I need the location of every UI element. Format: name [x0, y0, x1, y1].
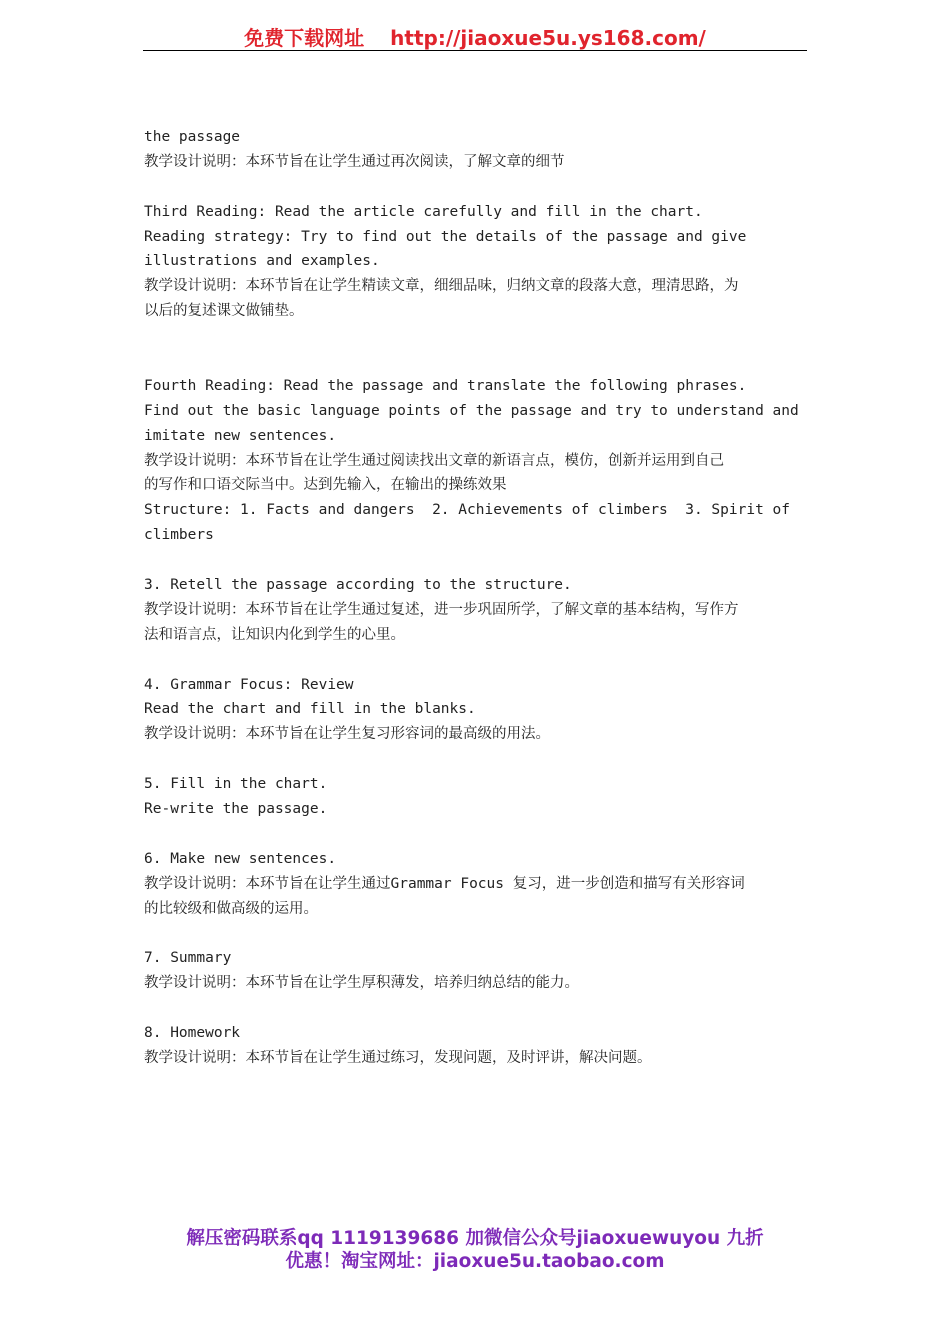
text-line: Read the chart and fill in the blanks. — [144, 701, 476, 718]
blank-line — [144, 922, 808, 947]
blank-line — [144, 822, 808, 847]
blank-line — [144, 648, 808, 673]
text-line: Re-write the passage. — [144, 801, 328, 818]
text-line: 6. Make new sentences. — [144, 850, 337, 867]
text-line: 法和语言点，让知识内化到学生的心里。 — [144, 626, 405, 643]
header-divider — [143, 50, 807, 51]
text-line: 8. Homework — [144, 1025, 241, 1042]
text-line: Fourth Reading: Read the passage and translate the following phrases. — [144, 377, 747, 394]
text-line: 教学设计说明：本环节旨在让学生精读文章，细细品味，归纳文章的段落大意，理清思路，为 — [144, 278, 739, 295]
text-line: 教学设计说明：本环节旨在让学生通过复述，进一步巩固所学，了解文章的基本结构，写作方 — [144, 601, 739, 618]
text-line: 教学设计说明：本环节旨在让学生通过Grammar Focus 复习，进一步创造和描写有关形容词 — [144, 875, 745, 892]
text-line: 的比较级和做高级的运用。 — [144, 900, 318, 917]
blank-line — [144, 175, 808, 200]
blank-line — [144, 548, 808, 573]
text-line: Third Reading: Read the article carefully and fill in the chart. — [144, 203, 703, 220]
text-line: 7. Summary — [144, 950, 232, 967]
blank-line — [144, 324, 808, 349]
blank-line — [144, 349, 808, 374]
document-body — [144, 125, 808, 1071]
text-line: 的写作和口语交际当中。达到先输入，在输出的操练效果 — [144, 477, 507, 494]
text-line: 4. Grammar Focus: Review — [144, 676, 354, 693]
header-url-link[interactable]: http://jiaoxue5u.ys168.com/ — [390, 26, 706, 50]
text-line: 教学设计说明：本环节旨在让学生通过阅读找出文章的新语言点，模仿，创新并运用到自己 — [144, 452, 724, 469]
page-header — [0, 22, 950, 51]
text-line: 3. Retell the passage according to the structure. — [144, 577, 572, 594]
page-footer — [0, 1227, 950, 1273]
footer-line-shop: 优惠！淘宝网址：jiaoxue5u.taobao.com — [285, 1251, 665, 1272]
text-line: imitate new sentences. — [144, 427, 337, 444]
footer-line-contact: 解压密码联系qq 1119139686 加微信公众号jiaoxuewuyou 九折 — [186, 1228, 764, 1249]
text-line: climbers — [144, 527, 214, 544]
blank-line — [144, 747, 808, 772]
text-line: Find out the basic language points of the passage and try to understand and — [144, 402, 799, 419]
text-line: 教学设计说明：本环节旨在让学生复习形容词的最高级的用法。 — [144, 726, 550, 743]
text-line: 教学设计说明：本环节旨在让学生厚积薄发，培养归纳总结的能力。 — [144, 975, 579, 992]
text-line: 5. Fill in the chart. — [144, 776, 328, 793]
text-line: Reading strategy: Try to find out the details of the passage and give — [144, 228, 747, 245]
text-line: 以后的复述课文做铺垫。 — [144, 303, 304, 320]
header-label: 免费下载网址 — [244, 26, 365, 50]
text-line: 教学设计说明：本环节旨在让学生通过练习，发现问题，及时评讲，解决问题。 — [144, 1049, 652, 1066]
text-line: Structure: 1. Facts and dangers 2. Achievements of climbers 3. Spirit of — [144, 502, 791, 519]
text-line: 教学设计说明：本环节旨在让学生通过再次阅读，了解文章的细节 — [144, 153, 565, 170]
text-line: the passage — [144, 129, 241, 145]
blank-line — [144, 996, 808, 1021]
text-line: illustrations and examples. — [144, 253, 380, 270]
